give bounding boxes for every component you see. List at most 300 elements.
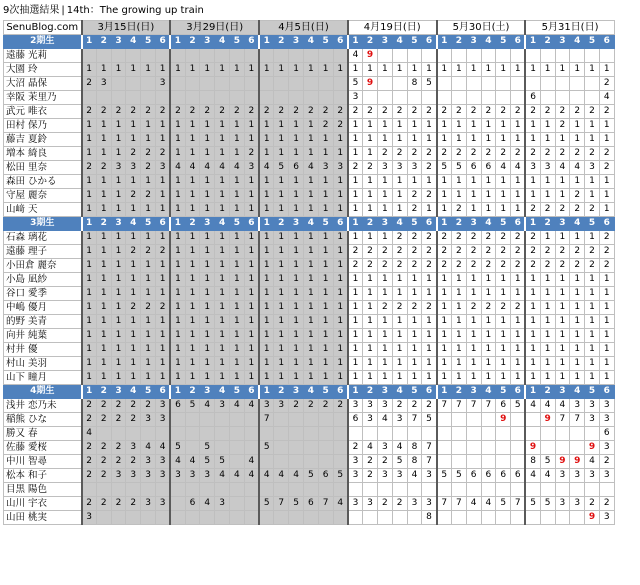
result-cell (244, 49, 259, 63)
result-cell: 1 (599, 175, 614, 189)
result-cell: 4 (244, 469, 259, 483)
result-cell: 2 (525, 147, 540, 161)
result-cell (392, 49, 407, 63)
result-cell: 1 (259, 343, 274, 357)
part-number: 3 (377, 35, 392, 49)
result-cell: 1 (392, 371, 407, 385)
result-cell: 1 (348, 175, 363, 189)
result-cell: 1 (259, 371, 274, 385)
result-cell: 2 (407, 399, 422, 413)
date-header: 3月29日(日) (170, 21, 259, 35)
result-cell: 3 (185, 469, 200, 483)
result-cell (585, 91, 600, 105)
result-cell: 1 (289, 329, 304, 343)
result-cell (451, 511, 466, 525)
part-number: 6 (155, 217, 170, 231)
result-cell: 4 (511, 161, 526, 175)
result-cell: 1 (274, 245, 289, 259)
result-cell: 1 (377, 343, 392, 357)
result-cell: 2 (451, 147, 466, 161)
result-cell (185, 483, 200, 497)
result-cell: 1 (318, 371, 333, 385)
result-cell: 1 (496, 175, 511, 189)
result-cell: 1 (289, 259, 304, 273)
result-cell: 1 (82, 357, 97, 371)
result-cell: 1 (422, 273, 437, 287)
part-number: 5 (407, 385, 422, 399)
result-cell (289, 483, 304, 497)
result-cell (170, 511, 185, 525)
result-cell: 1 (96, 175, 111, 189)
result-cell: 4 (289, 469, 304, 483)
result-cell: 1 (333, 357, 348, 371)
result-cell: 2 (96, 413, 111, 427)
member-row (4, 455, 615, 469)
result-cell: 1 (451, 287, 466, 301)
result-cell: 1 (451, 133, 466, 147)
result-cell: 1 (111, 231, 126, 245)
result-cell (229, 49, 244, 63)
result-cell: 1 (318, 357, 333, 371)
result-cell: 1 (555, 301, 570, 315)
result-cell (289, 441, 304, 455)
result-cell: 6 (466, 469, 481, 483)
result-cell: 2 (141, 105, 156, 119)
result-cell: 1 (259, 357, 274, 371)
result-cell: 3 (422, 469, 437, 483)
result-cell (303, 427, 318, 441)
result-cell: 1 (451, 273, 466, 287)
result-cell (422, 91, 437, 105)
result-cell: 1 (229, 133, 244, 147)
result-cell: 1 (141, 287, 156, 301)
result-cell: 3 (82, 511, 97, 525)
result-cell (185, 441, 200, 455)
result-cell: 2 (377, 259, 392, 273)
result-cell: 2 (437, 259, 452, 273)
result-cell (407, 91, 422, 105)
result-cell: 1 (525, 133, 540, 147)
result-cell: 5 (540, 455, 555, 469)
result-cell: 1 (244, 287, 259, 301)
result-cell: 1 (585, 357, 600, 371)
result-cell: 1 (82, 147, 97, 161)
result-cell (185, 77, 200, 91)
result-cell (540, 91, 555, 105)
result-cell (437, 483, 452, 497)
result-cell: 6 (511, 469, 526, 483)
member-name: 村井 優 (4, 343, 82, 357)
result-cell: 1 (318, 63, 333, 77)
result-cell: 1 (333, 343, 348, 357)
result-cell: 1 (318, 259, 333, 273)
part-number: 3 (466, 217, 481, 231)
result-cell: 1 (244, 301, 259, 315)
result-cell: 2 (585, 147, 600, 161)
member-row (4, 413, 615, 427)
result-cell: 3 (126, 441, 141, 455)
result-cell: 1 (599, 315, 614, 329)
result-cell: 2 (466, 231, 481, 245)
result-cell: 1 (200, 343, 215, 357)
result-cell: 1 (244, 315, 259, 329)
result-cell: 1 (348, 273, 363, 287)
result-cell: 1 (422, 343, 437, 357)
part-number: 5 (585, 35, 600, 49)
result-cell: 1 (422, 315, 437, 329)
result-cell: 2 (451, 105, 466, 119)
result-cell: 1 (496, 315, 511, 329)
result-cell: 3 (377, 441, 392, 455)
result-cell: 1 (407, 175, 422, 189)
result-cell: 1 (155, 343, 170, 357)
result-cell (496, 441, 511, 455)
result-cell: 1 (259, 189, 274, 203)
part-number: 4 (215, 35, 230, 49)
result-cell: 5 (200, 455, 215, 469)
result-cell (170, 427, 185, 441)
result-cell: 1 (540, 315, 555, 329)
result-cell: 2 (585, 497, 600, 511)
result-cell: 2 (96, 161, 111, 175)
member-name: 遠藤 光莉 (4, 49, 82, 63)
result-cell: 1 (363, 301, 378, 315)
result-cell: 7 (259, 413, 274, 427)
result-cell: 4 (333, 497, 348, 511)
result-cell (525, 49, 540, 63)
result-cell: 1 (496, 189, 511, 203)
result-cell: 1 (570, 301, 585, 315)
part-number: 4 (570, 35, 585, 49)
result-cell: 1 (333, 329, 348, 343)
result-cell (229, 483, 244, 497)
result-cell: 3 (407, 161, 422, 175)
result-cell (451, 455, 466, 469)
result-cell: 9 (585, 441, 600, 455)
result-cell: 1 (185, 119, 200, 133)
result-cell: 2 (525, 259, 540, 273)
result-cell (318, 511, 333, 525)
result-cell: 2 (126, 497, 141, 511)
result-cell: 5 (289, 497, 304, 511)
result-cell: 1 (511, 287, 526, 301)
result-cell: 1 (318, 315, 333, 329)
result-cell: 1 (96, 133, 111, 147)
result-cell: 2 (82, 469, 97, 483)
result-cell (392, 77, 407, 91)
result-cell: 7 (466, 399, 481, 413)
result-cell: 1 (200, 259, 215, 273)
result-cell: 2 (82, 455, 97, 469)
result-cell (318, 413, 333, 427)
member-row (4, 259, 615, 273)
result-cell: 3 (407, 497, 422, 511)
result-cell: 1 (200, 329, 215, 343)
result-cell: 1 (363, 357, 378, 371)
result-cell: 7 (451, 399, 466, 413)
result-cell: 1 (555, 357, 570, 371)
result-cell: 1 (82, 371, 97, 385)
result-cell: 1 (155, 287, 170, 301)
result-cell: 2 (363, 245, 378, 259)
result-cell: 3 (377, 161, 392, 175)
result-cell (466, 441, 481, 455)
generation-header-row (4, 385, 615, 399)
result-cell: 1 (437, 371, 452, 385)
part-number: 5 (407, 217, 422, 231)
result-cell: 4 (170, 161, 185, 175)
part-number: 1 (437, 35, 452, 49)
part-number: 4 (570, 217, 585, 231)
result-cell: 1 (555, 343, 570, 357)
result-cell: 2 (82, 413, 97, 427)
result-cell (229, 91, 244, 105)
result-cell: 1 (466, 119, 481, 133)
result-cell: 1 (570, 231, 585, 245)
result-cell: 9 (570, 455, 585, 469)
result-cell (274, 455, 289, 469)
result-cell: 1 (126, 343, 141, 357)
result-cell: 4 (540, 469, 555, 483)
result-cell: 1 (170, 259, 185, 273)
result-cell: 1 (377, 329, 392, 343)
result-cell: 1 (200, 357, 215, 371)
result-cell: 1 (96, 189, 111, 203)
result-cell: 1 (363, 119, 378, 133)
result-cell: 1 (185, 371, 200, 385)
result-cell: 1 (333, 315, 348, 329)
part-number: 6 (244, 35, 259, 49)
member-name: 松本 和子 (4, 469, 82, 483)
part-number: 5 (585, 385, 600, 399)
result-cell: 2 (363, 469, 378, 483)
result-cell (244, 77, 259, 91)
result-cell (525, 511, 540, 525)
result-cell: 1 (599, 287, 614, 301)
result-cell: 3 (348, 91, 363, 105)
result-cell: 1 (496, 133, 511, 147)
result-cell: 1 (422, 329, 437, 343)
result-cell (126, 511, 141, 525)
result-cell: 1 (599, 63, 614, 77)
result-cell: 1 (392, 273, 407, 287)
part-number: 1 (525, 217, 540, 231)
result-cell: 3 (141, 469, 156, 483)
result-cell: 1 (585, 63, 600, 77)
result-cell: 1 (599, 371, 614, 385)
result-cell: 1 (170, 203, 185, 217)
generation-header-row (4, 35, 615, 49)
result-cell: 1 (466, 63, 481, 77)
result-cell: 1 (437, 133, 452, 147)
part-number: 2 (540, 385, 555, 399)
result-cell: 5 (392, 455, 407, 469)
result-cell: 3 (599, 413, 614, 427)
result-cell: 3 (392, 469, 407, 483)
result-cell: 2 (525, 203, 540, 217)
result-cell: 1 (555, 175, 570, 189)
result-cell: 1 (96, 301, 111, 315)
result-cell: 2 (585, 259, 600, 273)
result-cell (215, 441, 230, 455)
member-row (4, 399, 615, 413)
result-cell: 2 (599, 455, 614, 469)
result-cell: 2 (570, 203, 585, 217)
result-cell: 2 (437, 231, 452, 245)
result-cell: 1 (111, 273, 126, 287)
result-cell: 1 (289, 287, 304, 301)
result-cell: 1 (215, 63, 230, 77)
member-row (4, 441, 615, 455)
part-number: 2 (185, 35, 200, 49)
result-cell: 1 (185, 203, 200, 217)
part-number: 1 (437, 217, 452, 231)
result-cell: 1 (392, 175, 407, 189)
result-cell: 2 (141, 301, 156, 315)
result-cell: 1 (451, 343, 466, 357)
result-cell (525, 427, 540, 441)
result-cell: 3 (570, 399, 585, 413)
result-cell (437, 511, 452, 525)
result-cell (200, 91, 215, 105)
result-cell: 1 (244, 329, 259, 343)
result-cell: 2 (555, 147, 570, 161)
part-number: 1 (348, 385, 363, 399)
result-cell: 6 (496, 469, 511, 483)
result-cell: 1 (303, 343, 318, 357)
result-cell: 2 (570, 147, 585, 161)
result-cell: 1 (229, 231, 244, 245)
result-cell: 1 (363, 287, 378, 301)
result-cell (170, 49, 185, 63)
result-cell (170, 497, 185, 511)
result-cell: 2 (318, 399, 333, 413)
result-cell (289, 413, 304, 427)
result-cell (555, 441, 570, 455)
result-cell: 2 (451, 231, 466, 245)
result-cell: 3 (141, 497, 156, 511)
member-row (4, 287, 615, 301)
result-cell: 1 (215, 329, 230, 343)
result-cell: 1 (244, 245, 259, 259)
result-cell: 3 (570, 469, 585, 483)
result-cell (437, 413, 452, 427)
result-cell: 2 (407, 203, 422, 217)
result-cell (437, 441, 452, 455)
part-number: 6 (333, 385, 348, 399)
result-cell: 1 (407, 63, 422, 77)
result-cell: 3 (392, 161, 407, 175)
result-cell (318, 49, 333, 63)
result-cell: 1 (111, 203, 126, 217)
result-cell (111, 511, 126, 525)
result-cell: 1 (82, 273, 97, 287)
result-cell (407, 427, 422, 441)
result-cell: 2 (422, 161, 437, 175)
result-cell: 2 (303, 399, 318, 413)
result-cell: 1 (185, 301, 200, 315)
result-cell (540, 77, 555, 91)
result-cell: 2 (585, 105, 600, 119)
member-name: 石森 璃花 (4, 231, 82, 245)
result-cell: 1 (215, 119, 230, 133)
result-cell: 1 (155, 357, 170, 371)
result-cell: 4 (200, 161, 215, 175)
result-cell: 1 (141, 273, 156, 287)
result-cell (422, 427, 437, 441)
part-number: 2 (274, 385, 289, 399)
result-cell: 1 (96, 273, 111, 287)
part-number: 2 (540, 35, 555, 49)
result-cell: 2 (392, 497, 407, 511)
result-cell: 3 (274, 399, 289, 413)
result-cell: 1 (170, 301, 185, 315)
part-number: 3 (555, 217, 570, 231)
result-cell: 2 (511, 259, 526, 273)
part-number: 3 (289, 35, 304, 49)
result-cell: 1 (377, 189, 392, 203)
result-cell: 1 (496, 371, 511, 385)
part-number: 6 (511, 385, 526, 399)
result-cell: 2 (126, 189, 141, 203)
result-cell: 2 (274, 105, 289, 119)
part-number: 5 (318, 217, 333, 231)
result-cell: 2 (511, 301, 526, 315)
result-cell: 1 (437, 343, 452, 357)
result-cell: 3 (318, 161, 333, 175)
result-cell: 1 (96, 315, 111, 329)
result-cell: 1 (570, 63, 585, 77)
result-cell: 4 (525, 399, 540, 413)
result-cell: 1 (585, 175, 600, 189)
result-cell: 1 (244, 133, 259, 147)
result-cell (111, 427, 126, 441)
result-cell: 1 (318, 301, 333, 315)
result-cell: 5 (348, 77, 363, 91)
result-cell: 2 (540, 147, 555, 161)
result-cell: 1 (585, 231, 600, 245)
result-cell: 1 (259, 287, 274, 301)
result-cell: 5 (274, 161, 289, 175)
result-cell: 1 (96, 245, 111, 259)
result-cell: 1 (451, 175, 466, 189)
result-cell: 1 (377, 175, 392, 189)
result-cell (274, 91, 289, 105)
result-cell: 2 (466, 147, 481, 161)
member-name: 勝又 春 (4, 427, 82, 441)
result-cell: 1 (303, 189, 318, 203)
result-cell: 3 (215, 497, 230, 511)
result-cell: 1 (170, 119, 185, 133)
result-cell: 4 (599, 91, 614, 105)
result-cell: 4 (363, 441, 378, 455)
result-cell: 1 (229, 273, 244, 287)
result-cell: 3 (155, 399, 170, 413)
result-cell: 1 (111, 343, 126, 357)
result-cell: 1 (229, 315, 244, 329)
result-cell: 1 (141, 63, 156, 77)
member-row (4, 231, 615, 245)
result-cell: 1 (466, 189, 481, 203)
part-number: 2 (185, 385, 200, 399)
result-cell (303, 91, 318, 105)
result-cell: 1 (570, 273, 585, 287)
result-cell (259, 91, 274, 105)
result-cell: 1 (96, 231, 111, 245)
result-cell: 1 (525, 315, 540, 329)
result-cell: 2 (496, 301, 511, 315)
result-cell: 1 (126, 63, 141, 77)
